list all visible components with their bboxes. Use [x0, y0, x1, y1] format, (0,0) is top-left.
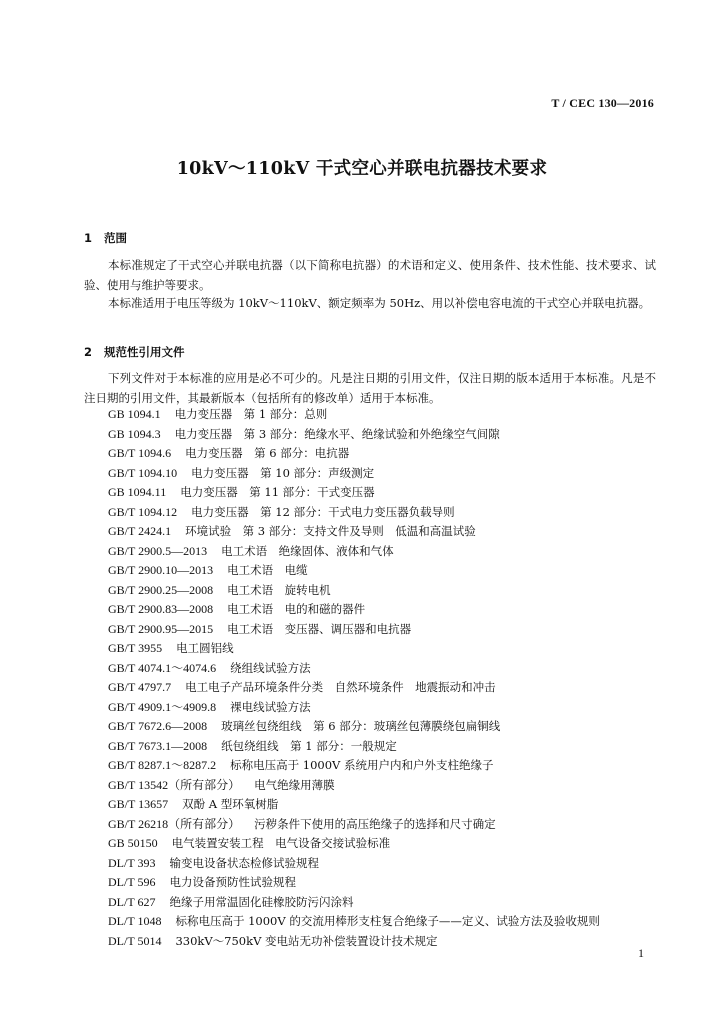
reference-code: GB/T 13542（所有部分） — [108, 777, 241, 792]
reference-code: GB/T 2900.83—2008 — [108, 602, 214, 616]
reference-item — [108, 756, 668, 776]
reference-code: GB/T 3955 — [108, 641, 163, 655]
reference-title: 电气绝缘用薄膜 — [254, 777, 335, 792]
section-title: 规范性引用文件 — [104, 345, 185, 359]
reference-item — [108, 795, 668, 815]
reference-item — [108, 854, 668, 874]
reference-item — [108, 503, 668, 523]
section-2-paragraph-1: 下列文件对于本标准的应用是必不可少的。凡是注日期的引用文件，仅注日期的版本适用于本标准。凡是不注日期的引用文件，其最新版本（包括所有的修改单）适用于本标准。 — [84, 371, 656, 405]
reference-item — [108, 834, 668, 854]
reference-title: 330kV～750kV 变电站无功补偿装置设计技术规定 — [175, 933, 438, 948]
reference-code: DL/T 393 — [108, 855, 156, 870]
reference-item — [108, 444, 668, 464]
reference-title: 电工术语 电缆 — [227, 563, 308, 577]
reference-title: 电力变压器 第 6 部分：电抗器 — [185, 446, 350, 460]
reference-item — [108, 717, 668, 737]
reference-item — [108, 912, 668, 932]
section-1-heading — [84, 230, 127, 246]
reference-title: 纸包绕组线 第 1 部分：一般规定 — [221, 738, 397, 753]
reference-item — [108, 873, 668, 893]
reference-title: 玻璃丝包绕组线 第 6 部分：玻璃丝包薄膜绕包扁铜线 — [221, 719, 501, 733]
reference-item — [108, 464, 668, 484]
reference-item — [108, 659, 668, 679]
reference-title: 裸电线试验方法 — [230, 699, 311, 714]
reference-code: GB 1094.3 — [108, 426, 161, 441]
reference-title: 电力变压器 第 10 部分：声级测定 — [191, 465, 375, 480]
reference-title: 输变电设备状态检修试验规程 — [169, 855, 319, 870]
reference-code: GB/T 2900.25—2008 — [108, 582, 214, 597]
reference-title: 电力变压器 第 3 部分：绝缘水平、绝缘试验和外绝缘空气间隙 — [174, 426, 500, 441]
reference-item — [108, 483, 668, 503]
reference-item — [108, 542, 668, 562]
reference-title: 双酚 A 型环氧树脂 — [182, 797, 279, 811]
reference-code: GB/T 1094.12 — [108, 504, 178, 519]
reference-item — [108, 425, 668, 445]
reference-title: 电工术语 电的和磁的器件 — [227, 602, 366, 616]
reference-title: 电力变压器 第 1 部分：总则 — [174, 407, 328, 421]
reference-item — [108, 932, 668, 952]
normative-reference-list — [108, 405, 668, 951]
reference-item — [108, 698, 668, 718]
reference-code: GB 1094.11 — [108, 485, 167, 499]
reference-item — [108, 776, 668, 796]
page-number: 1 — [638, 946, 644, 960]
reference-code: GB/T 2900.10—2013 — [108, 563, 214, 577]
reference-code: GB/T 8287.1～8287.2 — [108, 758, 217, 772]
reference-code: GB/T 1094.10 — [108, 465, 178, 480]
reference-title: 电力变压器 第 12 部分：干式电力变压器负载导则 — [191, 504, 455, 519]
reference-code: GB/T 7672.6—2008 — [108, 719, 208, 733]
section-1-paragraph-2: 本标准适用于电压等级为 10kV～110kV、额定频率为 50Hz、用以补偿电容电流的干式空心并联电抗器。 — [108, 296, 651, 310]
reference-title: 电工术语 旋转电机 — [227, 582, 331, 597]
section-2-heading — [84, 344, 185, 360]
reference-title: 电工术语 绝缘固体、液体和气体 — [221, 543, 394, 558]
section-number: 1 — [84, 231, 93, 245]
reference-item — [108, 581, 668, 601]
reference-code: DL/T 596 — [108, 875, 156, 889]
reference-title: 标称电压高于 1000V 系统用户内和户外支柱绝缘子 — [230, 758, 494, 772]
reference-item — [108, 678, 668, 698]
reference-title: 绕组线试验方法 — [230, 660, 311, 675]
reference-code: GB 1094.1 — [108, 407, 161, 421]
reference-code: GB/T 13657 — [108, 797, 169, 811]
reference-code: GB/T 26218（所有部分） — [108, 816, 241, 831]
reference-title: 电工圆铝线 — [176, 641, 234, 655]
reference-item — [108, 893, 668, 913]
reference-item — [108, 522, 668, 542]
reference-title: 电工电子产品环境条件分类 自然环境条件 地震振动和冲击 — [185, 680, 496, 694]
reference-title: 电工术语 变压器、调压器和电抗器 — [227, 621, 412, 636]
reference-title: 污秽条件下使用的高压绝缘子的选择和尺寸确定 — [254, 816, 496, 831]
reference-code: GB/T 4909.1～4909.8 — [108, 699, 217, 714]
reference-title: 绝缘子用常温固化硅橡胶防污闪涂料 — [169, 894, 354, 909]
reference-code: GB/T 1094.6 — [108, 446, 172, 460]
reference-title: 电力设备预防性试验规程 — [169, 875, 296, 889]
reference-code: DL/T 627 — [108, 894, 156, 909]
reference-code: DL/T 5014 — [108, 933, 162, 948]
reference-item — [108, 620, 668, 640]
reference-title: 标称电压高于 1000V 的交流用棒形支柱复合绝缘子——定义、试验方法及验收规则 — [175, 914, 600, 928]
reference-code: GB/T 4074.1～4074.6 — [108, 660, 217, 675]
reference-item — [108, 639, 668, 659]
section-number: 2 — [84, 345, 93, 359]
reference-item — [108, 405, 668, 425]
document-code: T / CEC 130—2016 — [551, 96, 654, 110]
reference-item — [108, 737, 668, 757]
reference-code: GB/T 2900.95—2015 — [108, 621, 214, 636]
reference-title: 电力变压器 第 11 部分：干式变压器 — [180, 485, 375, 499]
reference-code: GB/T 4797.7 — [108, 680, 172, 694]
reference-item — [108, 600, 668, 620]
document-title: 10kV～110kV 干式空心并联电抗器技术要求 — [176, 159, 548, 179]
reference-code: GB 50150 — [108, 836, 158, 850]
reference-title: 环境试验 第 3 部分：支持文件及导则 低温和高温试验 — [185, 524, 476, 538]
reference-item — [108, 815, 668, 835]
reference-code: DL/T 1048 — [108, 914, 162, 928]
reference-item — [108, 561, 668, 581]
reference-code: GB/T 2424.1 — [108, 524, 172, 538]
reference-code: GB/T 7673.1—2008 — [108, 738, 208, 753]
section-1-paragraph-1: 本标准规定了干式空心并联电抗器（以下简称电抗器）的术语和定义、使用条件、技术性能、技术要求、试验、使用与维护等要求。 — [84, 258, 656, 292]
section-title: 范围 — [104, 231, 127, 245]
reference-title: 电气装置安装工程 电气设备交接试验标准 — [171, 836, 391, 850]
reference-code: GB/T 2900.5—2013 — [108, 543, 208, 558]
